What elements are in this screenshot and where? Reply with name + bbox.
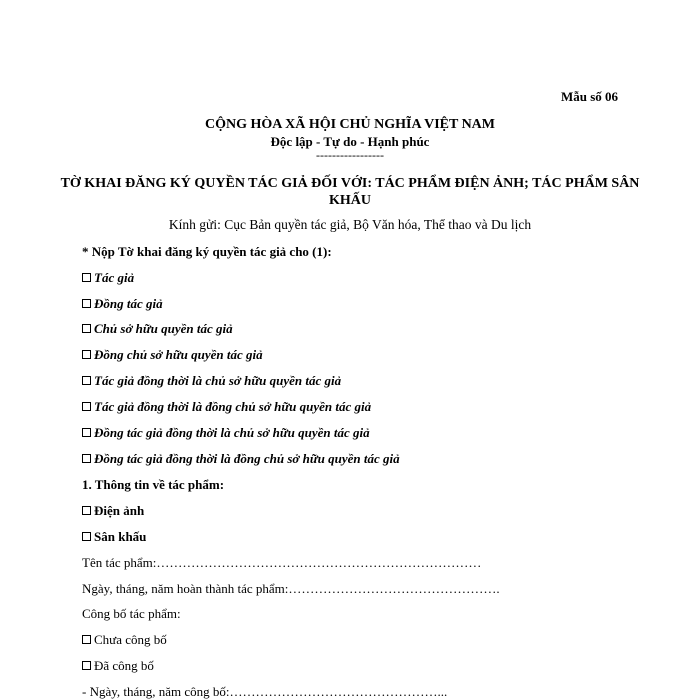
recipient-line: Kính gửi: Cục Bản quyền tác giả, Bộ Văn hóa, Thể thao và Du lịch [168, 217, 532, 232]
option-co-author-co-owner[interactable] [82, 451, 400, 467]
option-label: Tác giả đồng thời là đồng chủ sở hữu quyền tác giả [94, 399, 372, 414]
option-owner[interactable] [82, 321, 233, 337]
option-label: Chưa công bố [94, 632, 167, 647]
option-co-author[interactable] [82, 296, 163, 312]
checkbox-icon[interactable] [82, 273, 91, 282]
form-number: Mẫu số 06 [560, 89, 618, 104]
checkbox-icon[interactable] [82, 402, 91, 411]
option-label: Chủ sở hữu quyền tác giả [94, 321, 233, 336]
work-name-field[interactable]: Tên tác phẩm:………………………………………………………………… [82, 555, 482, 570]
option-co-owner[interactable] [82, 347, 263, 363]
option-author[interactable] [82, 270, 134, 286]
checkbox-icon[interactable] [82, 324, 91, 333]
type-label: Điện ảnh [94, 503, 145, 518]
option-author-owner[interactable] [82, 373, 341, 389]
option-label: Đồng tác giả đồng thời là đồng chủ sở hữu quyền tác giả [94, 451, 400, 466]
checkbox-icon[interactable] [82, 299, 91, 308]
option-author-co-owner[interactable] [82, 399, 371, 415]
option-co-author-owner[interactable] [82, 425, 370, 441]
checkbox-icon[interactable] [82, 532, 91, 541]
checkbox-icon[interactable] [82, 428, 91, 437]
type-label: Sân khấu [94, 529, 147, 544]
type-stage[interactable] [82, 529, 146, 545]
option-unpublished[interactable] [82, 632, 167, 648]
submit-heading: * Nộp Tờ khai đăng ký quyền tác giả cho (1): [82, 244, 332, 259]
nation-heading: CỘNG HÒA XÃ HỘI CHỦ NGHĨA VIỆT NAM [204, 117, 495, 132]
option-label: Đồng tác giả [94, 296, 163, 311]
checkbox-icon[interactable] [82, 506, 91, 515]
option-label: Đã công bố [94, 658, 154, 673]
checkbox-icon[interactable] [82, 454, 91, 463]
checkbox-icon[interactable] [82, 661, 91, 670]
publication-label: Công bố tác phẩm: [82, 606, 181, 621]
option-label: Tác giả đồng thời là chủ sở hữu quyền tác giả [94, 373, 342, 388]
publication-date-field[interactable]: - Ngày, tháng, năm công bố:…………………………………………... [82, 684, 448, 699]
checkbox-icon[interactable] [82, 635, 91, 644]
document-title: TỜ KHAI ĐĂNG KÝ QUYỀN TÁC GIẢ ĐỐI VỚI: TÁC PHẨM ĐIỆN ẢNH; TÁC PHẨM SÂN KHẤU [60, 176, 640, 208]
option-label: Đồng chủ sở hữu quyền tác giả [94, 347, 263, 362]
option-published[interactable] [82, 658, 154, 674]
type-film[interactable] [82, 503, 144, 519]
motto: Độc lập - Tự do - Hạnh phúc [270, 134, 430, 149]
header-divider: ----------------- [316, 148, 384, 162]
checkbox-icon[interactable] [82, 350, 91, 359]
checkbox-icon[interactable] [82, 376, 91, 385]
option-label: Tác giả [94, 270, 135, 285]
option-label: Đồng tác giả đồng thời là chủ sở hữu quyền tác giả [94, 425, 370, 440]
work-info-heading: 1. Thông tin về tác phẩm: [82, 477, 225, 492]
completion-date-field[interactable]: Ngày, tháng, năm hoàn thành tác phẩm:…………………………………………. [82, 581, 500, 596]
